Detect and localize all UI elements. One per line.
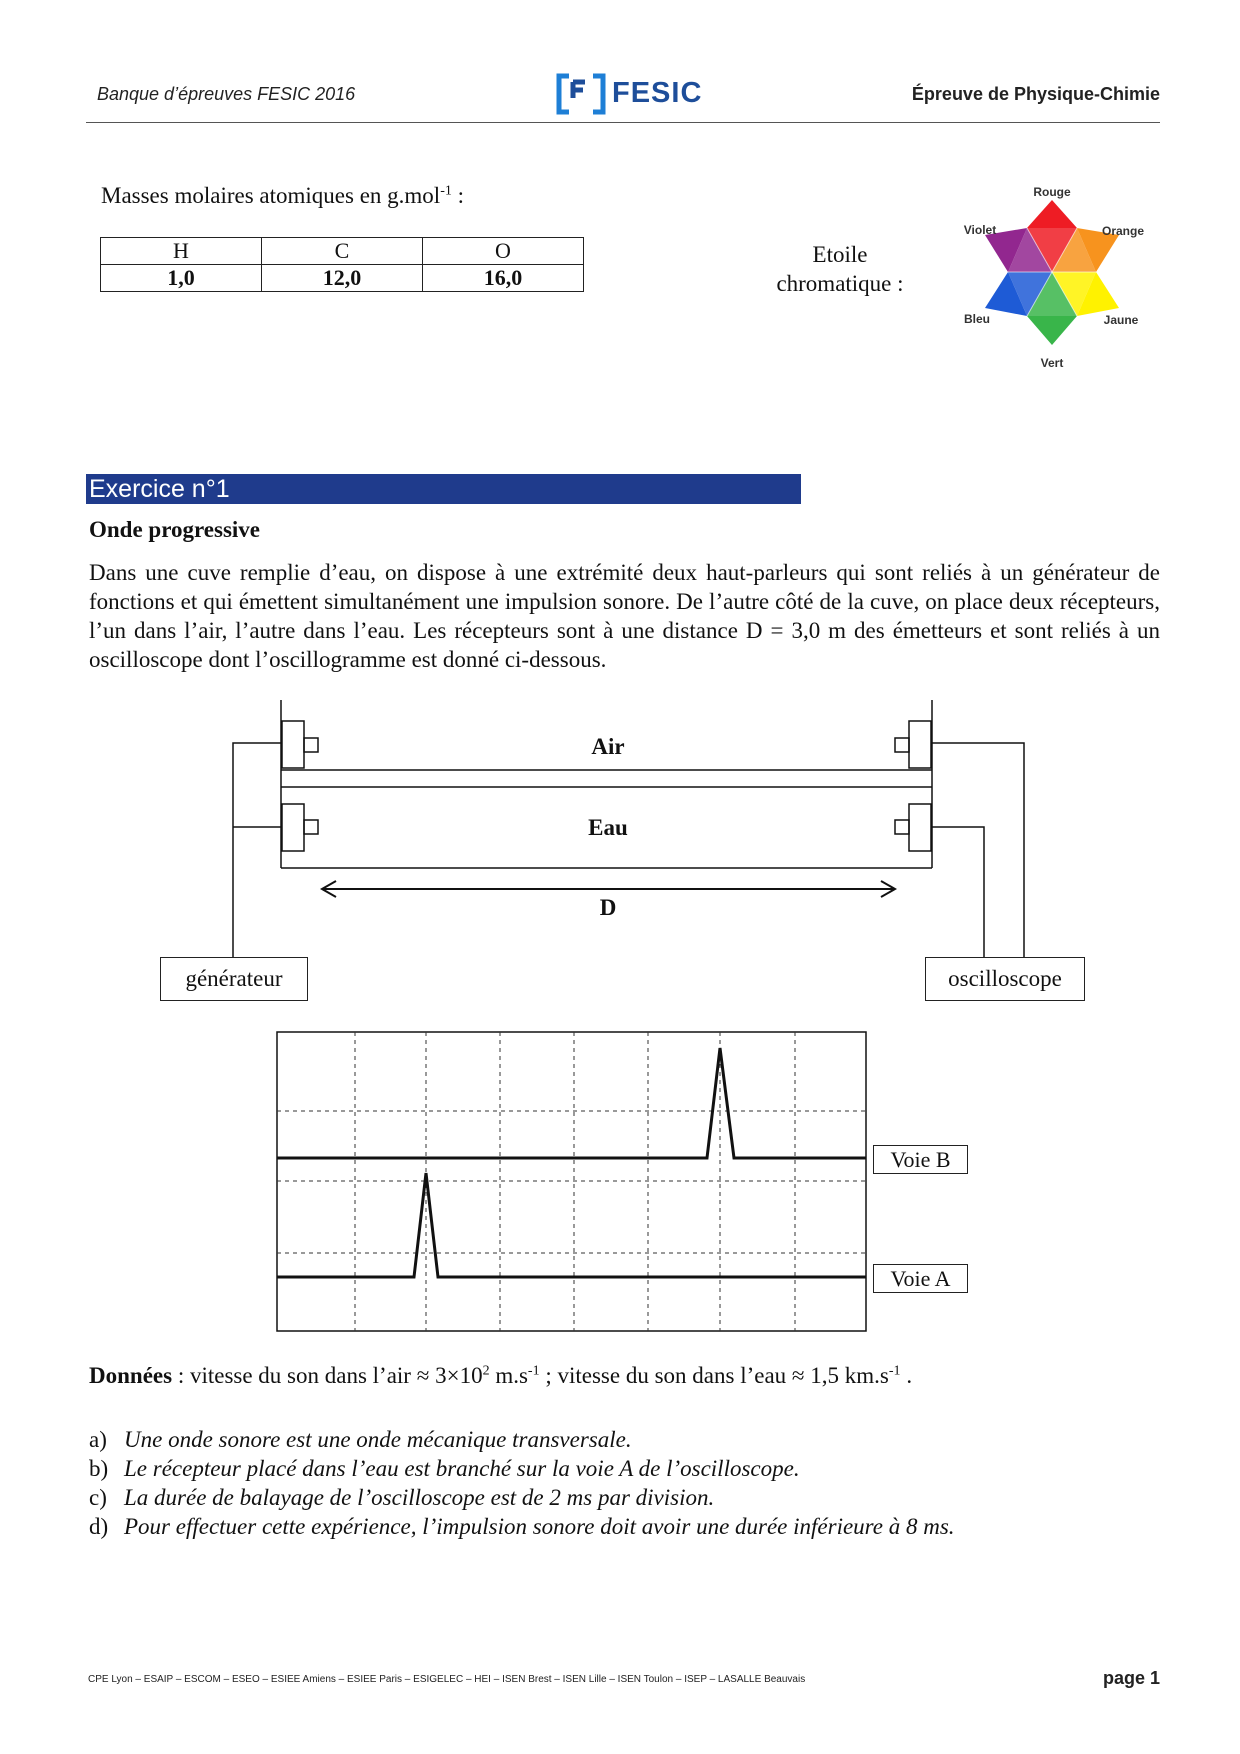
list-item: a) Une onde sonore est une onde mécanique transversale. [89, 1427, 632, 1452]
footer-schools: CPE Lyon – ESAIP – ESCOM – ESEO – ESIEE Amiens – ESIEE Paris – ESIGELEC – HEI – ISEN Brest – ISEN Lille – ISEN Toulon – ISEP – LASALLE Beauvais [88, 1674, 806, 1685]
table-cell: C [262, 238, 423, 265]
channel-a-label: Voie A [873, 1264, 968, 1293]
table-cell: 12,0 [262, 265, 423, 292]
table-row [101, 238, 584, 265]
exercise-paragraph: Dans une cuve remplie d’eau, on dispose à une extrémité deux haut-parleurs qui sont reliés à un générateur de fonctions et qui émettent simultanément une impulsion sonore. De l’autre côté de la cuve, on place deux récepteurs, l’un dans l’air, l’autre dans l’eau. Les récepteurs sont à une distance D = 3,0 m des émetteurs et sont reliés à un oscilloscope dont l’oscillogramme est donné ci-dessous. [89, 560, 1160, 672]
etoile-label: Etoile chromatique : [776, 242, 904, 296]
setup-diagram [0, 690, 1240, 1350]
table-cell: H [101, 238, 262, 265]
header-rule [86, 122, 1160, 123]
molar-mass-table [100, 237, 584, 292]
list-item: b) Le récepteur placé dans l’eau est branché sur la voie A de l’oscilloscope. [89, 1456, 800, 1481]
star-label-vert: Vert [1040, 356, 1064, 370]
footer-page: page 1 [1102, 1668, 1160, 1688]
star-label-orange: Orange [1101, 224, 1145, 238]
exercise-title: Exercice n°1 [86, 474, 801, 504]
table-row [101, 265, 584, 292]
air-label: Air [591, 734, 625, 759]
table-cell: O [423, 238, 584, 265]
exercise-subtitle: Onde progressive [89, 517, 261, 542]
star-label-jaune: Jaune [1103, 313, 1139, 327]
header-left: Banque d’épreuves FESIC 2016 [97, 84, 356, 104]
table-cell: 16,0 [423, 265, 584, 292]
oscilloscope-box: oscilloscope [925, 957, 1085, 1001]
star-label-rouge: Rouge [1033, 185, 1071, 199]
star-point-green [1027, 316, 1077, 345]
oscillogram [277, 1032, 866, 1331]
list-item: c) La durée de balayage de l’oscilloscope est de 2 ms par division. [89, 1485, 715, 1510]
fesic-logo-icon [555, 72, 607, 116]
color-star-icon [955, 180, 1155, 375]
logo-text: FESIC [612, 77, 703, 109]
eau-label: Eau [588, 815, 628, 840]
star-label-violet: Violet [963, 223, 997, 237]
generator-box: générateur [160, 957, 308, 1001]
distance-label: D [599, 895, 617, 920]
table-cell: 1,0 [101, 265, 262, 292]
list-item: d) Pour effectuer cette expérience, l’impulsion sonore doit avoir une durée inférieure à 8 ms. [89, 1514, 955, 1539]
masses-title: Masses molaires atomiques en g.mol$^{-1}$ : [101, 183, 465, 208]
donnees-line: Données : vitesse du son dans l’air ≈ $3\times 10^2$ $m.s^{-1}$ ; vitesse du son dans l’eau ≈ 1,5 $km.s^{-1}$ . [89, 1363, 913, 1388]
answer-list [89, 1425, 955, 1541]
header-right: Épreuve de Physique-Chimie [911, 84, 1160, 104]
star-label-bleu: Bleu [963, 312, 991, 326]
star-point-red [1027, 200, 1077, 228]
channel-b-label: Voie B [873, 1145, 968, 1174]
